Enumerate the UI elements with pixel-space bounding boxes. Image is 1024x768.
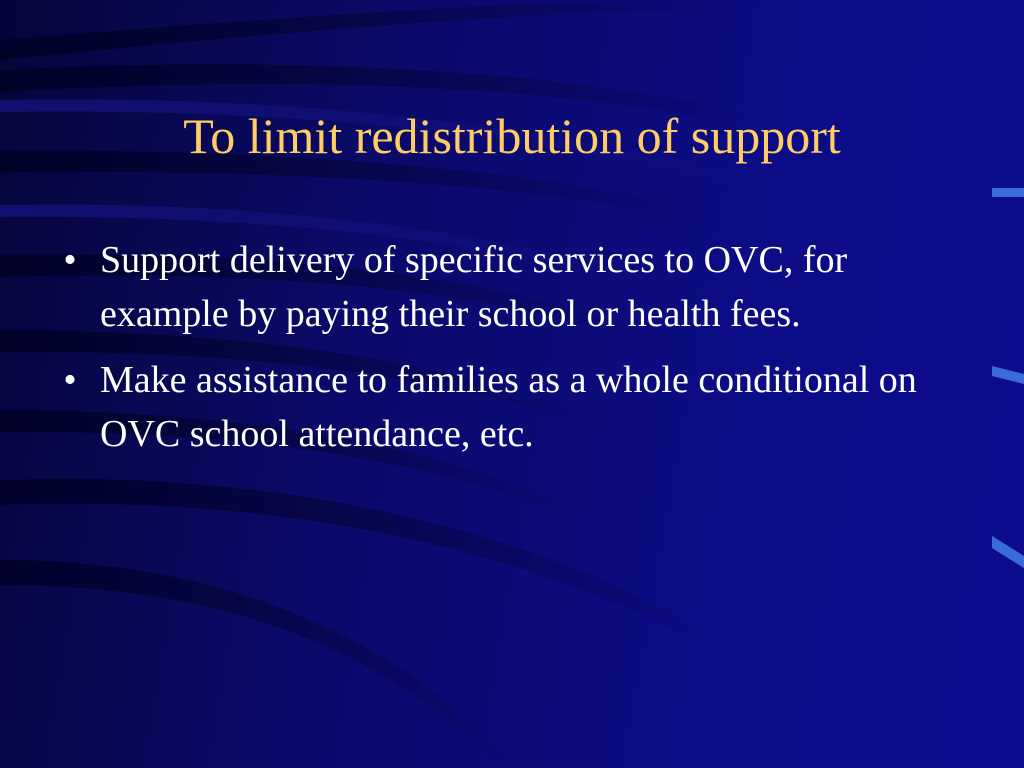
bullet-text: Support delivery of specific services to OVC, for example by paying their school or health fees. xyxy=(100,239,848,335)
bullet-text: Make assistance to families as a whole conditional on OVC school attendance, etc. xyxy=(100,359,917,455)
bullet-item xyxy=(63,353,980,461)
bullet-list xyxy=(63,233,980,473)
bullet-item xyxy=(63,233,980,341)
bullet-icon: • xyxy=(63,359,77,401)
slide-title: To limit redistribution of support xyxy=(183,108,841,164)
bullet-icon: • xyxy=(63,239,77,281)
